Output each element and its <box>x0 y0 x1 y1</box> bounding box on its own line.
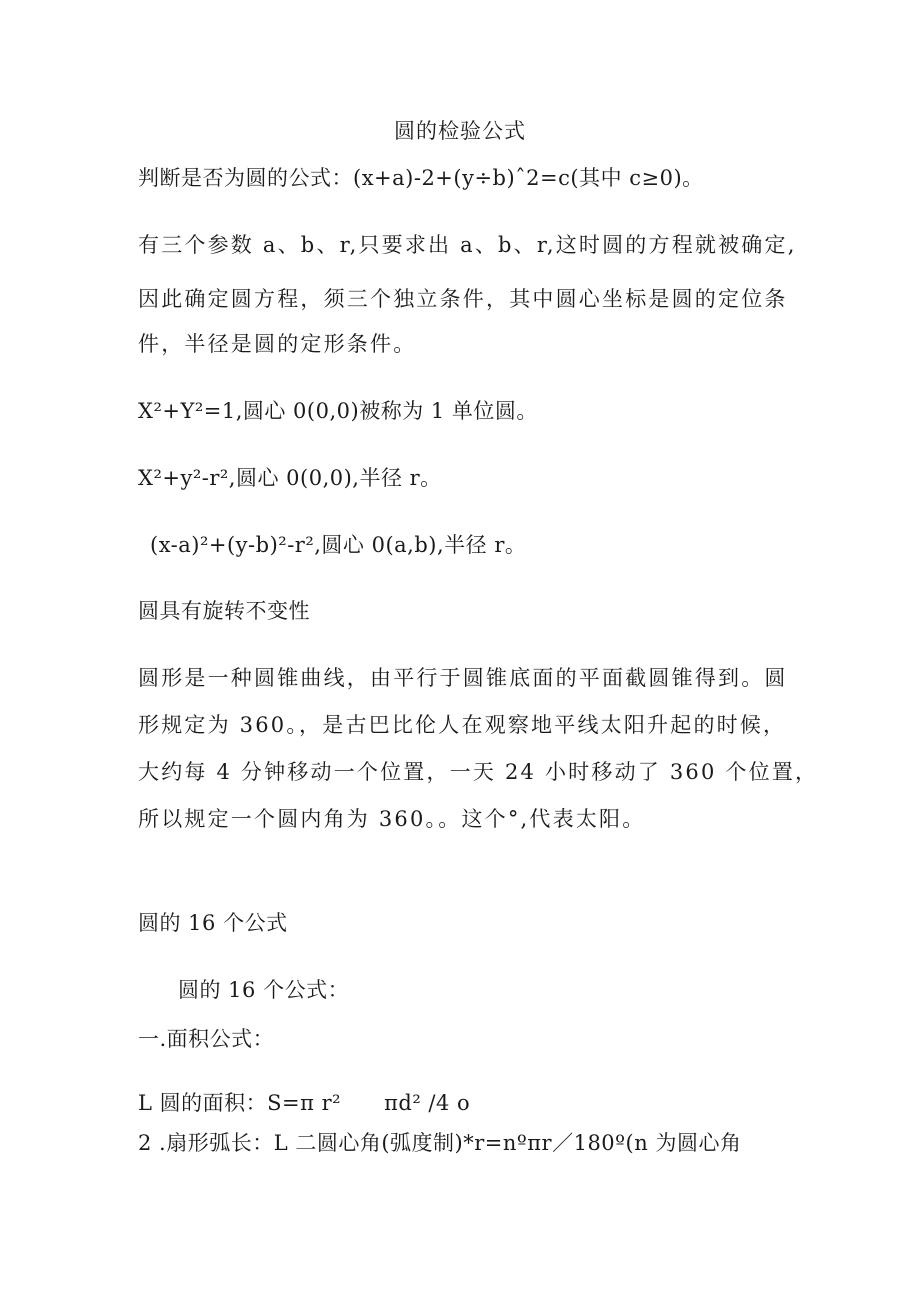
sub-heading: 圆的 16 个公式： <box>178 978 350 1002</box>
params-line-2: 因此确定圆方程，须三个独立条件，其中圆心坐标是圆的定位条 <box>138 287 788 311</box>
formula-intro: 判断是否为圆的公式：(x+a)-2+(y÷b)ˆ2=c(其中 c≥0)。 <box>138 166 704 190</box>
history-line-1: 圆形是一种圆锥曲线，由平行于圆锥底面的平面截圆锥得到。圆 <box>138 666 788 690</box>
page-title: 圆的检验公式 <box>394 119 526 143</box>
circle-origin-formula: X²+y²-r²,圆心 0(0,0),半径 r。 <box>138 466 442 490</box>
history-line-4: 所以规定一个圆内角为 360。。这个°,代表太阳。 <box>138 807 646 831</box>
area-heading: 一.面积公式： <box>138 1027 275 1051</box>
params-line-1: 有三个参数 a、b、r,只要求出 a、b、r,这时圆的方程就被确定, <box>138 233 797 257</box>
rotation-statement: 圆具有旋转不变性 <box>138 599 310 623</box>
unit-circle-formula: X²+Y²=1,圆心 0(0,0)被称为 1 单位圆。 <box>138 399 538 423</box>
arc-formula: 2 .扇形弧长：L 二圆心角(弧度制)*r=nºπr／180º(n 为圆心角 <box>138 1131 742 1155</box>
history-line-2: 形规定为 360。，是古巴比伦人在观察地平线太阳升起的时候， <box>138 713 787 737</box>
section-heading: 圆的 16 个公式 <box>138 911 288 935</box>
params-line-3: 件，半径是圆的定形条件。 <box>138 332 417 356</box>
circle-general-formula: (x-a)²+(y-b)²-r²,圆心 0(a,b),半径 r。 <box>150 533 527 557</box>
history-line-3: 大约每 4 分钟移动一个位置，一天 24 小时移动了 360 个位置， <box>138 760 819 784</box>
area-formula: L 圆的面积：S=π r² πd² /4 o <box>138 1091 471 1115</box>
